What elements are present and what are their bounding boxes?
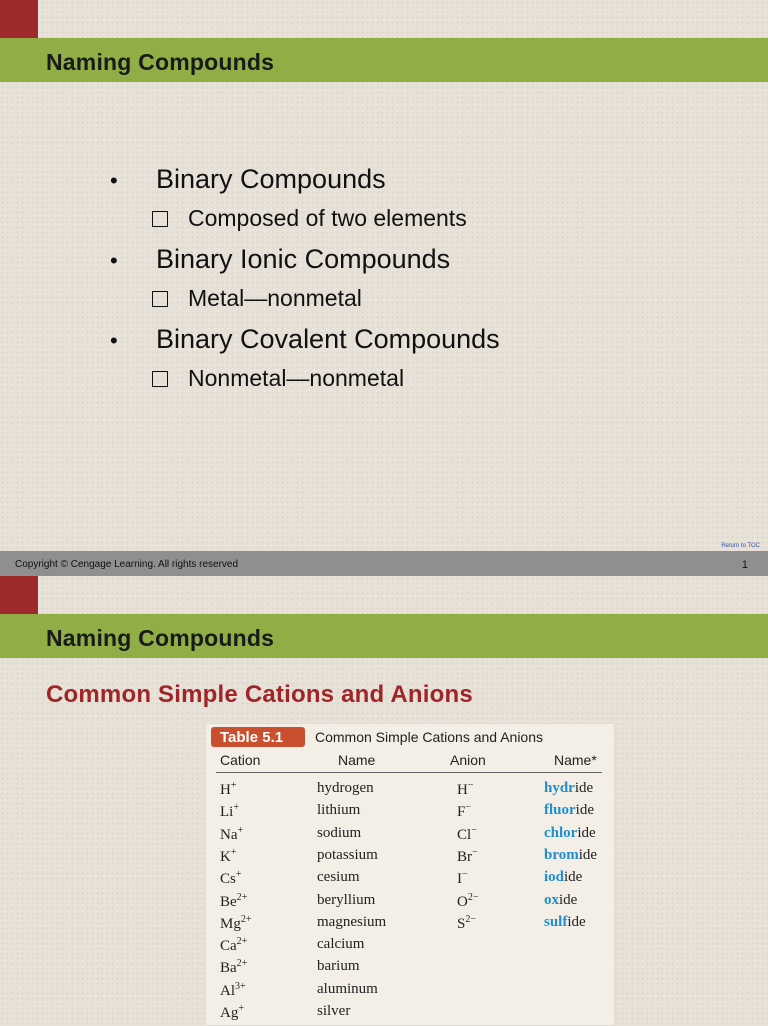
anion-name-stem: hydr xyxy=(544,780,575,796)
table-row xyxy=(206,869,614,891)
table-number-label xyxy=(211,727,305,747)
cation-name: hydrogen xyxy=(317,780,374,796)
header-cation: Cation xyxy=(220,752,261,768)
sub-bullet-label: Metal—nonmetal xyxy=(188,285,362,311)
anion-symbol: Br− xyxy=(457,846,478,865)
table-row xyxy=(206,914,614,936)
page-number: 1 xyxy=(741,559,748,571)
table-row xyxy=(206,847,614,869)
sub-bullet-item xyxy=(110,202,730,242)
anion-name-stem: ox xyxy=(544,891,559,908)
anion-name-stem: iod xyxy=(544,869,565,886)
bullet-icon: • xyxy=(110,168,118,193)
ion-table xyxy=(205,723,615,1026)
anion-charge: − xyxy=(465,802,471,814)
cation-name: calcium xyxy=(317,936,365,953)
header-anion: Anion xyxy=(450,752,486,768)
cation-charge: 2+ xyxy=(240,913,252,925)
checkbox-square-icon xyxy=(152,371,168,387)
anion-symbol: F− xyxy=(457,802,471,821)
cation-charge: + xyxy=(238,1003,244,1014)
cation-charge: 3+ xyxy=(235,980,246,992)
anion-name-stem: chlor xyxy=(544,824,578,841)
bullet-label: Binary Covalent Compounds xyxy=(156,324,500,354)
anion-charge: − xyxy=(462,869,468,881)
anion-charge: 2− xyxy=(467,891,479,903)
cation-name: aluminum xyxy=(317,980,378,997)
anion-symbol: Cl− xyxy=(457,824,477,843)
cation-symbol: Ag+ xyxy=(220,1003,244,1021)
bullet-item xyxy=(110,242,730,282)
cation-symbol: $Ca^{2+}$ xyxy=(220,936,248,955)
slide-title: Naming Compounds xyxy=(46,625,275,651)
cation-symbol: $Be^{2+}$ xyxy=(220,891,248,910)
anion-name-suffix: ide xyxy=(577,824,596,841)
anion-name-suffix: ide xyxy=(574,780,594,796)
anion-name xyxy=(544,825,596,842)
cation-name: beryllium xyxy=(317,891,376,908)
bullet-list xyxy=(110,162,730,402)
anion-symbol: $O^{2-}$ xyxy=(457,891,479,910)
cation-symbol: H+ xyxy=(220,780,237,798)
cation-charge: + xyxy=(230,780,237,791)
anion-charge: 2− xyxy=(465,913,476,925)
table-row xyxy=(206,1003,614,1025)
table-row xyxy=(206,936,614,958)
header-divider xyxy=(216,772,602,773)
anion-symbol: H− xyxy=(457,780,474,798)
anion-name-suffix: ide xyxy=(575,802,594,819)
anion-name xyxy=(544,847,597,864)
bullet-icon: • xyxy=(110,328,118,353)
cation-charge: + xyxy=(233,802,239,814)
table-row xyxy=(206,825,614,847)
slide-subtitle: Common Simple Cations and Anions xyxy=(46,681,473,708)
anion-name xyxy=(544,892,577,909)
cation-symbol: Cs+ xyxy=(220,869,242,888)
cation-name: cesium xyxy=(317,869,360,886)
anion-name xyxy=(544,914,586,931)
bullet-item xyxy=(110,162,730,202)
anion-name-suffix: ide xyxy=(578,846,598,863)
table-row xyxy=(206,958,614,980)
red-accent-block xyxy=(0,0,38,38)
title-bar xyxy=(0,38,768,82)
slide-2 xyxy=(0,576,768,1024)
table-title: Common Simple Cations and Anions xyxy=(315,729,544,745)
cation-symbol: Na+ xyxy=(220,824,244,843)
cation-charge: + xyxy=(230,846,237,858)
cation-name: silver xyxy=(317,1003,351,1019)
cation-symbol: K+ xyxy=(220,846,237,865)
anion-charge: − xyxy=(471,824,477,836)
cation-symbol: Li+ xyxy=(220,802,239,821)
cation-symbol: $Mg^{2+}$ xyxy=(220,913,252,932)
cation-symbol: $Ba^{2+}$ xyxy=(220,958,248,977)
cation-name: lithium xyxy=(317,802,361,819)
sub-bullet-label: Nonmetal—nonmetal xyxy=(188,365,405,391)
sub-bullet-label: Composed of two elements xyxy=(188,205,467,231)
cation-name: magnesium xyxy=(317,913,387,930)
checkbox-square-icon xyxy=(152,211,168,227)
red-accent-block xyxy=(0,576,38,614)
bullet-label: Binary Ionic Compounds xyxy=(156,244,451,274)
cation-name: sodium xyxy=(317,824,362,841)
sub-bullet-item xyxy=(110,362,730,402)
cation-charge: 2+ xyxy=(236,936,248,948)
anion-symbol: I− xyxy=(457,869,468,888)
table-row xyxy=(206,802,614,824)
anion-name xyxy=(544,802,594,819)
header-cation-name: Name xyxy=(338,752,376,768)
bullet-label: Binary Compounds xyxy=(156,164,386,194)
anion-charge: − xyxy=(467,780,474,791)
anion-name-suffix: ide xyxy=(567,913,586,930)
table-row xyxy=(206,892,614,914)
bullet-item xyxy=(110,322,730,362)
cation-charge: 2+ xyxy=(236,891,248,903)
bullet-icon: • xyxy=(110,248,118,273)
cation-charge: + xyxy=(237,824,244,836)
title-bar xyxy=(0,614,768,658)
anion-name-suffix: ide xyxy=(559,891,578,908)
copyright-text: Copyright © Cengage Learning. All rights reserved xyxy=(15,559,239,570)
cation-charge: + xyxy=(235,869,242,881)
anion-symbol: $S^{2-}$ xyxy=(457,913,476,932)
cation-name: potassium xyxy=(317,846,378,863)
cation-charge: 2+ xyxy=(236,958,248,970)
header-anion-name: Name* xyxy=(554,752,597,768)
anion-name xyxy=(544,869,582,886)
slide-title: Naming Compounds xyxy=(46,49,275,75)
anion-name-suffix: ide xyxy=(564,869,583,886)
table-row xyxy=(206,780,614,802)
table-number-text: Table 5.1 xyxy=(220,729,284,746)
anion-charge: − xyxy=(472,846,478,858)
return-to-toc-link[interactable]: Return to TOC xyxy=(721,543,760,549)
cation-symbol: $Al^{3+}$ xyxy=(220,980,246,999)
table-row xyxy=(206,981,614,1003)
anion-name-stem: sulf xyxy=(544,913,568,930)
checkbox-square-icon xyxy=(152,291,168,307)
cation-name: barium xyxy=(317,958,360,975)
sub-bullet-item xyxy=(110,282,730,322)
anion-name-stem: fluor xyxy=(544,802,576,819)
anion-name xyxy=(544,780,593,797)
anion-name-stem: brom xyxy=(544,846,579,863)
footer-bar xyxy=(0,551,768,576)
